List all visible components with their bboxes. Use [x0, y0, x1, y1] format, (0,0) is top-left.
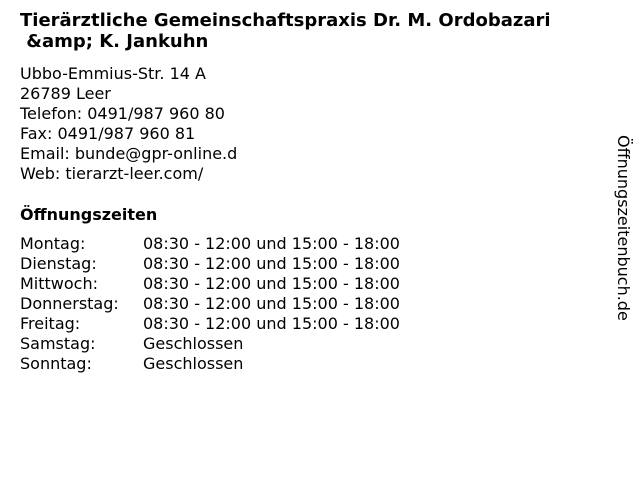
day-label: Dienstag:: [20, 254, 97, 273]
fax: Fax: 0491/987 960 81: [20, 124, 196, 143]
hours-row-wednesday: [20, 274, 400, 294]
email: Email: bunde@gpr-online.d: [20, 144, 238, 163]
hours-row-sunday: [20, 354, 400, 374]
opening-hours-table: [20, 234, 400, 374]
day-label: Samstag:: [20, 334, 96, 353]
day-label: Mittwoch:: [20, 274, 98, 293]
time-value: 08:30 - 12:00 und 15:00 - 18:00: [143, 294, 400, 313]
time-value: 08:30 - 12:00 und 15:00 - 18:00: [143, 254, 400, 273]
hours-row-monday: [20, 234, 400, 254]
hours-heading: Öffnungszeiten: [20, 205, 158, 224]
hours-row-tuesday: [20, 254, 400, 274]
practice-title-line2: &amp; K. Jankuhn: [20, 31, 209, 52]
day-label: Sonntag:: [20, 354, 92, 373]
phone: Telefon: 0491/987 960 80: [20, 104, 225, 123]
hours-row-friday: [20, 314, 400, 334]
hours-row-thursday: [20, 294, 400, 314]
street: Ubbo-Emmius-Str. 14 A: [20, 64, 206, 83]
day-label: Freitag:: [20, 314, 81, 333]
time-value: Geschlossen: [143, 354, 244, 373]
time-value: 08:30 - 12:00 und 15:00 - 18:00: [143, 314, 400, 333]
hours-row-saturday: [20, 334, 400, 354]
day-label: Montag:: [20, 234, 86, 253]
website: Web: tierarzt-leer.com/: [20, 164, 204, 183]
site-watermark-label: Öffnungszeitenbuch.de: [614, 135, 633, 321]
practice-title: [20, 10, 620, 52]
time-value: 08:30 - 12:00 und 15:00 - 18:00: [143, 234, 400, 253]
city: 26789 Leer: [20, 84, 111, 103]
time-value: 08:30 - 12:00 und 15:00 - 18:00: [143, 274, 400, 293]
address-block: [20, 64, 237, 184]
practice-title-line1: Tierärztliche Gemeinschaftspraxis Dr. M. Ordobazari: [20, 10, 551, 31]
time-value: Geschlossen: [143, 334, 244, 353]
day-label: Donnerstag:: [20, 294, 119, 313]
